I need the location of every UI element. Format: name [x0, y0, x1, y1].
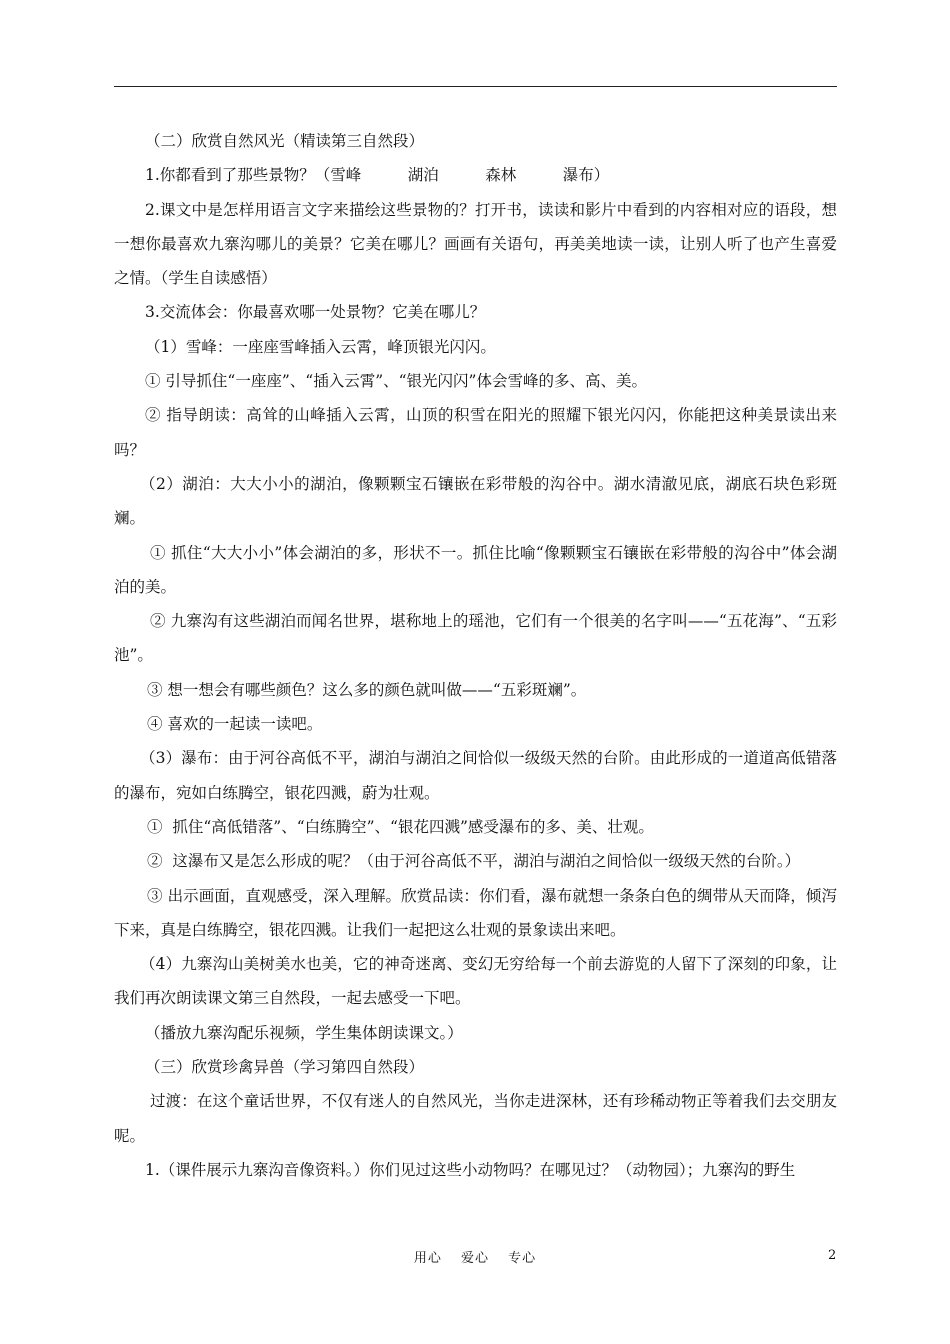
paragraph: ① 抓住“高低错落”、“白练腾空”、“银花四溅”感受瀑布的多、美、壮观。: [147, 817, 654, 836]
paragraph: ② 九寨沟有这些湖泊而闻名世界，堪称地上的瑶池，它们有一个很美的名字叫——“五花海”、“五彩池”。: [114, 612, 837, 665]
paragraph: （4）九寨沟山美树美水也美，它的神奇迷离、变幻无穷给每一个前去游览的人留下了深刻的印象，让我们再次朗读课文第三自然段，一起去感受一下吧。: [114, 955, 837, 1008]
paragraph: ① 抓住“大大小小”体会湖泊的多，形状不一。抓住比喻“像颗颗宝石镶嵌在彩带般的沟谷中”体会湖泊的美。: [114, 543, 837, 596]
paragraph: 3.交流体会：你最喜欢哪一处景物？它美在哪儿？: [145, 303, 486, 322]
paragraph: ③ 出示画面，直观感受，深入理解。欣赏品读：你们看，瀑布就想一条条白色的绸带从天而降，倾泻下来，真是白练腾空，银花四溅。让我们一起把这么壮观的景象读出来吧。: [114, 886, 837, 939]
document-body: [114, 124, 837, 1187]
paragraph: （3）瀑布：由于河谷高低不平，湖泊与湖泊之间恰似一级级天然的台阶。由此形成的一道道高低错落的瀑布，宛如白练腾空，银花四溅，蔚为壮观。: [114, 749, 837, 802]
paragraph: ② 这瀑布又是怎么形成的呢？（由于河谷高低不平，湖泊与湖泊之间恰似一级级天然的台阶。）: [147, 852, 801, 871]
paragraph: ② 指导朗读：高耸的山峰插入云霄，山顶的积雪在阳光的照耀下银光闪闪，你能把这种美景读出来吗？: [114, 406, 837, 459]
paragraph: ③ 想一想会有哪些颜色？这么多的颜色就叫做——“五彩斑斓”。: [147, 680, 587, 699]
paragraph: 1.你都看到了那些景物？（雪峰 湖泊 森林 瀑布）: [145, 166, 610, 185]
footer-motto: 用心 爱心 专心: [413, 1251, 537, 1266]
paragraph: ④ 喜欢的一起读一读吧。: [147, 715, 323, 734]
paragraph: 2.课文中是怎样用语言文字来描绘这些景物的？打开书，读读和影片中看到的内容相对应的语段，想一想你最喜欢九寨沟哪儿的美景？它美在哪儿？画画有关语句，再美美地读一读，让别人听了也产生喜爱之情。（学生自读感悟）: [114, 200, 837, 288]
section-heading-2: （二）欣赏自然风光（精读第三自然段）: [145, 132, 425, 150]
paragraph: 过渡：在这个童话世界，不仅有迷人的自然风光，当你走进深林，还有珍稀动物正等着我们去交朋友呢。: [114, 1092, 837, 1145]
paragraph: （2）湖泊：大大小小的湖泊，像颗颗宝石镶嵌在彩带般的沟谷中。湖水清澈见底，湖底石块色彩斑斓。: [114, 474, 837, 528]
section-heading-3: （三）欣赏珍禽异兽（学习第四自然段）: [145, 1058, 425, 1077]
paragraph: （播放九寨沟配乐视频，学生集体朗读课文。）: [145, 1023, 463, 1042]
paragraph: ① 引导抓住“一座座”、“插入云霄”、“银光闪闪”体会雪峰的多、高、美。: [145, 372, 647, 391]
header-rule: [114, 86, 837, 87]
paragraph: （1）雪峰：一座座雪峰插入云霄，峰顶银光闪闪。: [145, 337, 496, 356]
paragraph: 1.（课件展示九寨沟音像资料。）你们见过这些小动物吗？在哪见过？（动物园）；九寨沟的野生: [145, 1160, 796, 1179]
page-number: 2: [828, 1248, 837, 1263]
